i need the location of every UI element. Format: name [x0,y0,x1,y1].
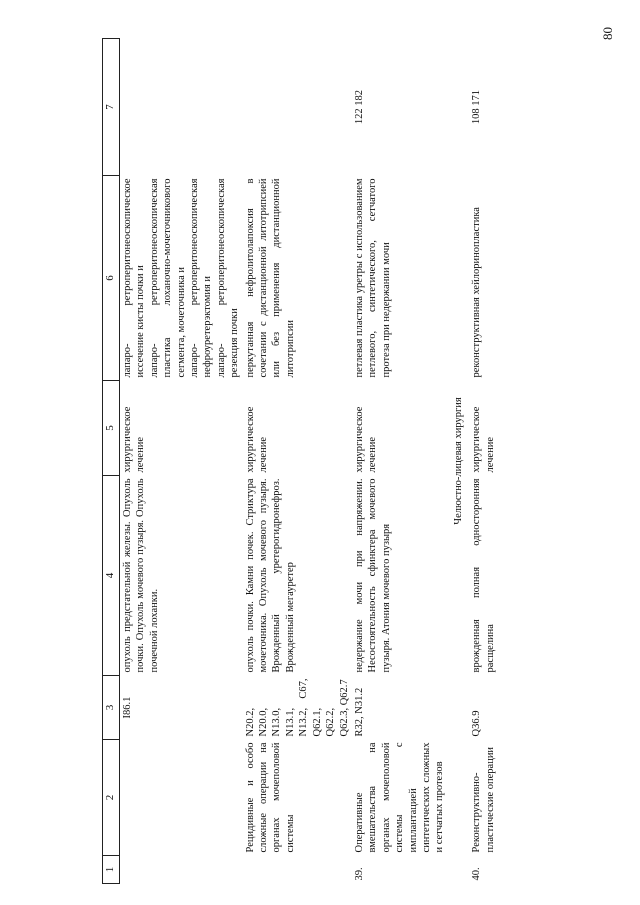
treatment-type: хирургическое лечение [122,406,147,473]
col-header-7: 7 [103,39,120,176]
icd-codes: N20.2, N20.0, N13.0, N13.1, N13.2, C67, Q62.1, Q62.2, Q62.3, Q62.7 [244,678,350,737]
page-number: 80 [600,27,615,40]
col-header-5: 5 [103,381,120,476]
table-row-39 [352,39,448,884]
icd-codes: I86.1 [122,696,133,719]
procedures-table [102,38,498,884]
patient-model: врожденная полная односторонняя расщелина [471,478,496,673]
col-header-6: 6 [103,176,120,381]
icd-codes: R32, N31.2 [353,687,365,737]
rotated-table-wrapper [102,39,538,884]
header-row [103,39,120,884]
procedure-name: Реконструктивно-пластические операции [471,746,496,853]
cost-value: 108 171 [471,89,483,125]
treatment-methods [120,176,243,381]
method-item: лапаро- ретроперитонеоскопическая резекция почки [215,178,241,378]
patient-model: опухоль предстательной железы. Опухоль почки. Опухоль мочевого пузыря. Опухоль почечной лоханки. [122,478,160,673]
method-item: лапаро- ретроперитонеоскопическая нефроуретерэктомия и [189,178,214,378]
section-title: Челюстно-лицевая хирургия [452,397,464,525]
section-row [448,39,469,884]
table-row-40 [469,39,498,884]
patient-model: недержание мочи при напряжении. Несостоятельность сфинктера мочевого пузыря. Атония мочевого пузыря [353,478,392,673]
treatment-method: перкутанная нефролитолапоксия в сочетании с дистанционной литотрипсией или без применения дистанционной литотрипсии [244,178,296,378]
col-header-2: 2 [103,740,120,856]
method-item: лапаро- ретроперитонеоскопическая пластика лоханочно-мочеточникового сегмента, мочеточника и [148,178,187,378]
treatment-type: хирургическое лечение [353,406,379,473]
col-header-3: 3 [103,676,120,740]
procedure-name: Рецидивные и особо сложные операции на органах мочеполовой системы [244,742,296,853]
cost-value: 122 182 [353,89,365,125]
procedure-name: Оперативные вмешательства на органах мочеполовой системы с имплантацией синтетических сложных и сетчатых протезов [353,742,446,853]
icd-codes: Q36.9 [471,710,483,737]
treatment-method: реконструктивная хейлоринопластика [471,207,483,378]
treatment-type: хирургическое лечение [471,406,496,473]
col-header-4: 4 [103,476,120,676]
treatment-type: хирургическое лечение [244,406,270,473]
method-item: лапаро- ретроперитонеоскопическое иссечение кисты почки и [122,178,147,378]
row-number: 40. [471,867,483,881]
col-header-1: 1 [103,856,120,884]
table-row-continued [120,39,243,884]
table-row-recurrent [243,39,352,884]
row-number: 39. [353,867,365,881]
patient-model: опухоль почки. Камни почек. Стриктура мочеточника. Опухоль мочевого пузыря. Врожденный уретерогидронефроз. Врожденный мегауретер [244,478,296,673]
treatment-method: петлевая пластика уретры с использованием петлевого, синтетического, сетчатого протеза при недержании мочи [353,178,392,378]
